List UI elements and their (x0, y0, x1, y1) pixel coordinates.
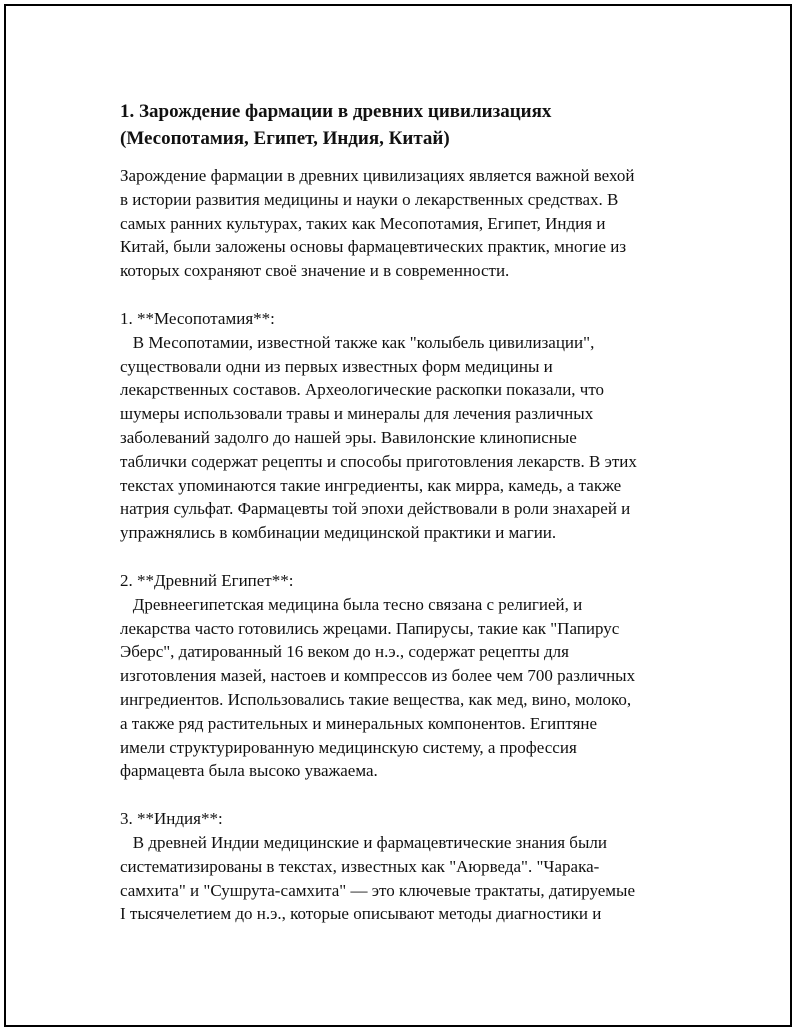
section-title: 1. **Месопотамия**: (120, 308, 275, 328)
intro-paragraph (120, 164, 710, 283)
text-line: лекарственных составов. Археологические раскопки показали, что (120, 380, 605, 400)
section-mesopotamia (120, 307, 710, 545)
section-india (120, 807, 710, 926)
heading-line: (Месопотамия, Египет, Индия, Китай) (120, 128, 450, 149)
text-line: В древней Индии медицинские и фармацевтические знания были (120, 832, 607, 852)
heading-line: 1. Зарождение фармации в древних цивилизациях (120, 101, 552, 122)
paragraph-gap (120, 783, 710, 807)
text-line: фармацевта была высоко уважаема. (120, 761, 378, 781)
text-line: самых ранних культурах, таких как Месопотамия, Египет, Индия и (120, 213, 606, 233)
paragraph-gap (120, 545, 710, 569)
page-frame (4, 4, 792, 1027)
text-line: которых сохраняют своё значение и в современности. (120, 261, 510, 281)
text-line: Эберс", датированный 16 веком до н.э., содержат рецепты для (120, 642, 569, 662)
text-line: текстах упоминаются такие ингредиенты, как мирра, камедь, а также (120, 475, 622, 495)
text-line: В Месопотамии, известной также как "колыбель цивилизации", (120, 332, 595, 352)
text-line: систематизированы в текстах, известных как "Аюрведа". "Чарака- (120, 856, 600, 876)
text-line: в истории развития медицины и науки о лекарственных средствах. В (120, 189, 619, 209)
text-line: Китай, были заложены основы фармацевтических практик, многие из (120, 237, 627, 257)
document-body (120, 98, 710, 926)
text-line: лекарства часто готовились жрецами. Папирусы, такие как "Папирус (120, 618, 620, 638)
text-line: изготовления мазей, настоев и компрессов из более чем 700 различных (120, 666, 636, 686)
text-line: Зарождение фармации в древних цивилизациях является важной вехой (120, 166, 635, 185)
text-line: имели структурированную медицинскую систему, а профессия (120, 737, 577, 757)
text-line: существовали одни из первых известных форм медицины и (120, 356, 553, 376)
text-line: ингредиентов. Использовались такие вещества, как мед, вино, молоко, (120, 689, 632, 709)
text-line: шумеры использовали травы и минералы для лечения различных (120, 404, 594, 424)
section-title: 3. **Индия**: (120, 809, 223, 829)
text-line: самхита" и "Сушрута-самхита" — это ключевые трактаты, датируемые (120, 880, 636, 900)
chapter-heading (120, 98, 710, 152)
paragraph-gap (120, 283, 710, 307)
text-line: натрия сульфат. Фармацевты той эпохи действовали в роли знахарей и (120, 499, 631, 519)
text-line: упражнялись в комбинации медицинской практики и магии. (120, 523, 557, 543)
text-line: Древнеегипетская медицина была тесно связана с религией, и (120, 594, 583, 614)
text-line: таблички содержат рецепты и способы приготовления лекарств. В этих (120, 451, 637, 471)
section-egypt (120, 569, 710, 783)
text-line: заболеваний задолго до нашей эры. Вавилонские клинописные (120, 427, 577, 447)
text-line: I тысячелетием до н.э., которые описывают методы диагностики и (120, 904, 602, 924)
text-line: а также ряд растительных и минеральных компонентов. Египтяне (120, 713, 598, 733)
section-title: 2. **Древний Египет**: (120, 570, 294, 590)
